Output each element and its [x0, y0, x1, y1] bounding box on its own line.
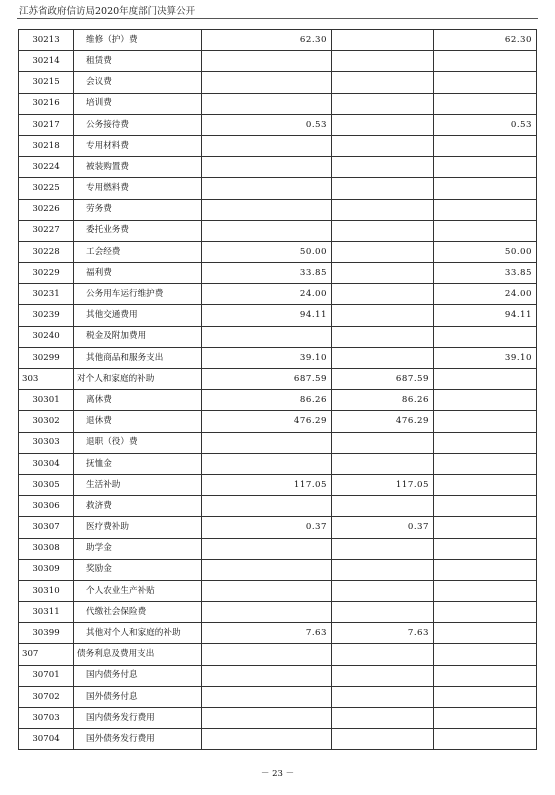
row-code-cell: 303 — [19, 369, 74, 390]
row-amount-cell — [202, 220, 332, 241]
row-amount-cell — [332, 220, 434, 241]
table-row — [19, 517, 537, 538]
row-code-cell: 30310 — [19, 580, 74, 601]
row-name-cell: 助学金 — [74, 538, 202, 559]
row-amount-cell: 94.11 — [202, 305, 332, 326]
table-row — [19, 496, 537, 517]
row-code-cell: 30304 — [19, 453, 74, 474]
row-name-cell: 其他商品和服务支出 — [74, 347, 202, 368]
table-row — [19, 30, 537, 51]
row-amount-cell — [434, 686, 537, 707]
row-name-cell: 国外债务发行费用 — [74, 729, 202, 750]
row-amount-cell — [434, 644, 537, 665]
table-row — [19, 114, 537, 135]
row-code-cell: 30306 — [19, 496, 74, 517]
row-amount-cell — [332, 51, 434, 72]
row-amount-cell — [434, 559, 537, 580]
row-amount-cell — [332, 453, 434, 474]
row-name-cell: 退职（役）费 — [74, 432, 202, 453]
row-name-cell: 被装购置费 — [74, 157, 202, 178]
row-amount-cell — [332, 686, 434, 707]
row-amount-cell — [202, 538, 332, 559]
row-name-cell: 个人农业生产补贴 — [74, 580, 202, 601]
row-amount-cell — [332, 580, 434, 601]
row-amount-cell — [332, 157, 434, 178]
table-row — [19, 241, 537, 262]
budget-table-body — [19, 30, 537, 750]
row-amount-cell — [434, 411, 537, 432]
row-name-cell: 救济费 — [74, 496, 202, 517]
budget-table — [18, 29, 537, 750]
row-amount-cell — [202, 496, 332, 517]
row-code-cell: 307 — [19, 644, 74, 665]
row-name-cell: 劳务费 — [74, 199, 202, 220]
row-name-cell: 国内债务付息 — [74, 665, 202, 686]
table-row — [19, 72, 537, 93]
row-amount-cell — [434, 496, 537, 517]
row-amount-cell — [434, 135, 537, 156]
row-code-cell: 30399 — [19, 623, 74, 644]
row-name-cell: 工会经费 — [74, 241, 202, 262]
row-name-cell: 会议费 — [74, 72, 202, 93]
table-row — [19, 135, 537, 156]
row-code-cell: 30225 — [19, 178, 74, 199]
row-amount-cell — [202, 665, 332, 686]
table-row — [19, 347, 537, 368]
row-amount-cell: 33.85 — [202, 263, 332, 284]
row-name-cell: 代缴社会保险费 — [74, 602, 202, 623]
row-amount-cell: 24.00 — [202, 284, 332, 305]
row-amount-cell — [202, 580, 332, 601]
row-code-cell: 30231 — [19, 284, 74, 305]
row-name-cell: 其他交通费用 — [74, 305, 202, 326]
row-amount-cell — [202, 708, 332, 729]
row-name-cell: 医疗费补助 — [74, 517, 202, 538]
row-name-cell: 退休费 — [74, 411, 202, 432]
table-row — [19, 369, 537, 390]
row-name-cell: 培训费 — [74, 93, 202, 114]
row-amount-cell — [434, 602, 537, 623]
row-amount-cell — [434, 623, 537, 644]
row-amount-cell — [434, 178, 537, 199]
row-amount-cell — [202, 135, 332, 156]
row-code-cell: 30704 — [19, 729, 74, 750]
row-amount-cell: 24.00 — [434, 284, 537, 305]
row-code-cell: 30239 — [19, 305, 74, 326]
table-row — [19, 432, 537, 453]
row-code-cell: 30299 — [19, 347, 74, 368]
table-row — [19, 602, 537, 623]
table-row — [19, 538, 537, 559]
row-amount-cell: 0.37 — [202, 517, 332, 538]
row-code-cell: 30703 — [19, 708, 74, 729]
table-row — [19, 580, 537, 601]
row-amount-cell — [202, 93, 332, 114]
row-amount-cell — [332, 559, 434, 580]
row-name-cell: 税金及附加费用 — [74, 326, 202, 347]
row-amount-cell: 117.05 — [332, 474, 434, 495]
row-amount-cell — [434, 326, 537, 347]
row-name-cell: 国内债务发行费用 — [74, 708, 202, 729]
row-name-cell: 债务利息及费用支出 — [74, 644, 202, 665]
row-amount-cell — [202, 729, 332, 750]
row-name-cell: 国外债务付息 — [74, 686, 202, 707]
row-amount-cell — [434, 453, 537, 474]
row-amount-cell — [332, 30, 434, 51]
row-code-cell: 30308 — [19, 538, 74, 559]
row-amount-cell: 687.59 — [332, 369, 434, 390]
row-amount-cell — [202, 178, 332, 199]
table-row — [19, 178, 537, 199]
table-row — [19, 729, 537, 750]
table-row — [19, 305, 537, 326]
table-row — [19, 559, 537, 580]
row-amount-cell — [202, 432, 332, 453]
row-amount-cell — [202, 51, 332, 72]
row-amount-cell — [332, 347, 434, 368]
row-code-cell: 30214 — [19, 51, 74, 72]
row-amount-cell: 94.11 — [434, 305, 537, 326]
row-name-cell: 公务用车运行维护费 — [74, 284, 202, 305]
row-amount-cell — [332, 326, 434, 347]
table-row — [19, 708, 537, 729]
row-code-cell: 30218 — [19, 135, 74, 156]
row-amount-cell — [332, 241, 434, 262]
row-code-cell: 30309 — [19, 559, 74, 580]
table-row — [19, 453, 537, 474]
row-amount-cell — [332, 644, 434, 665]
row-amount-cell — [434, 729, 537, 750]
row-amount-cell: 7.63 — [202, 623, 332, 644]
row-code-cell: 30227 — [19, 220, 74, 241]
row-name-cell: 公务接待费 — [74, 114, 202, 135]
table-row — [19, 51, 537, 72]
table-row — [19, 284, 537, 305]
row-code-cell: 30228 — [19, 241, 74, 262]
row-code-cell: 30701 — [19, 665, 74, 686]
row-code-cell: 30301 — [19, 390, 74, 411]
row-amount-cell — [202, 72, 332, 93]
table-row — [19, 474, 537, 495]
row-amount-cell — [332, 72, 434, 93]
row-name-cell: 专用燃料费 — [74, 178, 202, 199]
row-name-cell: 福利费 — [74, 263, 202, 284]
row-amount-cell — [332, 665, 434, 686]
row-name-cell: 奖励金 — [74, 559, 202, 580]
table-row — [19, 157, 537, 178]
row-amount-cell — [332, 305, 434, 326]
row-amount-cell: 117.05 — [202, 474, 332, 495]
row-amount-cell — [202, 559, 332, 580]
row-code-cell: 30224 — [19, 157, 74, 178]
row-amount-cell — [332, 729, 434, 750]
row-amount-cell — [434, 199, 537, 220]
row-amount-cell — [434, 390, 537, 411]
row-name-cell: 维修（护）费 — [74, 30, 202, 51]
row-amount-cell — [332, 93, 434, 114]
table-row — [19, 665, 537, 686]
row-code-cell: 30305 — [19, 474, 74, 495]
table-row — [19, 623, 537, 644]
table-row — [19, 263, 537, 284]
row-amount-cell: 62.30 — [202, 30, 332, 51]
table-row — [19, 199, 537, 220]
row-amount-cell: 50.00 — [434, 241, 537, 262]
table-row — [19, 326, 537, 347]
table-row — [19, 686, 537, 707]
row-amount-cell — [434, 474, 537, 495]
row-code-cell: 30302 — [19, 411, 74, 432]
table-row — [19, 644, 537, 665]
row-amount-cell — [434, 517, 537, 538]
row-amount-cell: 476.29 — [202, 411, 332, 432]
row-code-cell: 30311 — [19, 602, 74, 623]
row-amount-cell — [434, 708, 537, 729]
row-amount-cell: 39.10 — [434, 347, 537, 368]
table-row — [19, 411, 537, 432]
row-amount-cell — [434, 538, 537, 559]
table-row — [19, 390, 537, 411]
row-name-cell: 离休费 — [74, 390, 202, 411]
row-code-cell: 30229 — [19, 263, 74, 284]
row-amount-cell — [332, 496, 434, 517]
row-amount-cell: 86.26 — [332, 390, 434, 411]
row-amount-cell — [434, 157, 537, 178]
row-amount-cell: 0.53 — [434, 114, 537, 135]
row-name-cell: 租赁费 — [74, 51, 202, 72]
row-amount-cell — [434, 220, 537, 241]
row-amount-cell: 7.63 — [332, 623, 434, 644]
row-amount-cell — [434, 432, 537, 453]
row-amount-cell: 39.10 — [202, 347, 332, 368]
row-amount-cell — [434, 665, 537, 686]
row-code-cell: 30307 — [19, 517, 74, 538]
row-amount-cell — [332, 199, 434, 220]
row-amount-cell — [332, 135, 434, 156]
row-amount-cell — [202, 157, 332, 178]
row-amount-cell — [332, 538, 434, 559]
page-header-title: 江苏省政府信访局2020年度部门决算公开 — [19, 6, 196, 17]
row-name-cell: 专用材料费 — [74, 135, 202, 156]
row-amount-cell — [332, 114, 434, 135]
row-amount-cell — [202, 326, 332, 347]
row-code-cell: 30215 — [19, 72, 74, 93]
row-amount-cell — [332, 178, 434, 199]
row-amount-cell — [202, 644, 332, 665]
row-name-cell: 其他对个人和家庭的补助 — [74, 623, 202, 644]
row-amount-cell — [202, 686, 332, 707]
row-amount-cell: 687.59 — [202, 369, 332, 390]
row-amount-cell — [332, 708, 434, 729]
row-code-cell: 30226 — [19, 199, 74, 220]
row-name-cell: 对个人和家庭的补助 — [74, 369, 202, 390]
row-amount-cell — [434, 369, 537, 390]
row-amount-cell — [332, 432, 434, 453]
row-amount-cell — [434, 51, 537, 72]
row-name-cell: 抚恤金 — [74, 453, 202, 474]
row-code-cell: 30240 — [19, 326, 74, 347]
table-row — [19, 220, 537, 241]
row-amount-cell — [202, 199, 332, 220]
row-code-cell: 30213 — [19, 30, 74, 51]
row-amount-cell: 62.30 — [434, 30, 537, 51]
row-amount-cell: 86.26 — [202, 390, 332, 411]
row-amount-cell — [434, 93, 537, 114]
row-code-cell: 30217 — [19, 114, 74, 135]
row-amount-cell: 33.85 — [434, 263, 537, 284]
row-amount-cell — [202, 453, 332, 474]
header-divider — [17, 18, 538, 19]
row-name-cell: 生活补助 — [74, 474, 202, 495]
row-code-cell: 30702 — [19, 686, 74, 707]
row-amount-cell — [434, 580, 537, 601]
row-code-cell: 30303 — [19, 432, 74, 453]
row-amount-cell — [332, 602, 434, 623]
row-name-cell: 委托业务费 — [74, 220, 202, 241]
table-row — [19, 93, 537, 114]
row-code-cell: 30216 — [19, 93, 74, 114]
row-amount-cell: 0.53 — [202, 114, 332, 135]
row-amount-cell — [332, 284, 434, 305]
row-amount-cell: 476.29 — [332, 411, 434, 432]
row-amount-cell: 50.00 — [202, 241, 332, 262]
row-amount-cell: 0.37 — [332, 517, 434, 538]
row-amount-cell — [332, 263, 434, 284]
page-number: － 23 － — [260, 769, 295, 779]
row-amount-cell — [434, 72, 537, 93]
row-amount-cell — [202, 602, 332, 623]
